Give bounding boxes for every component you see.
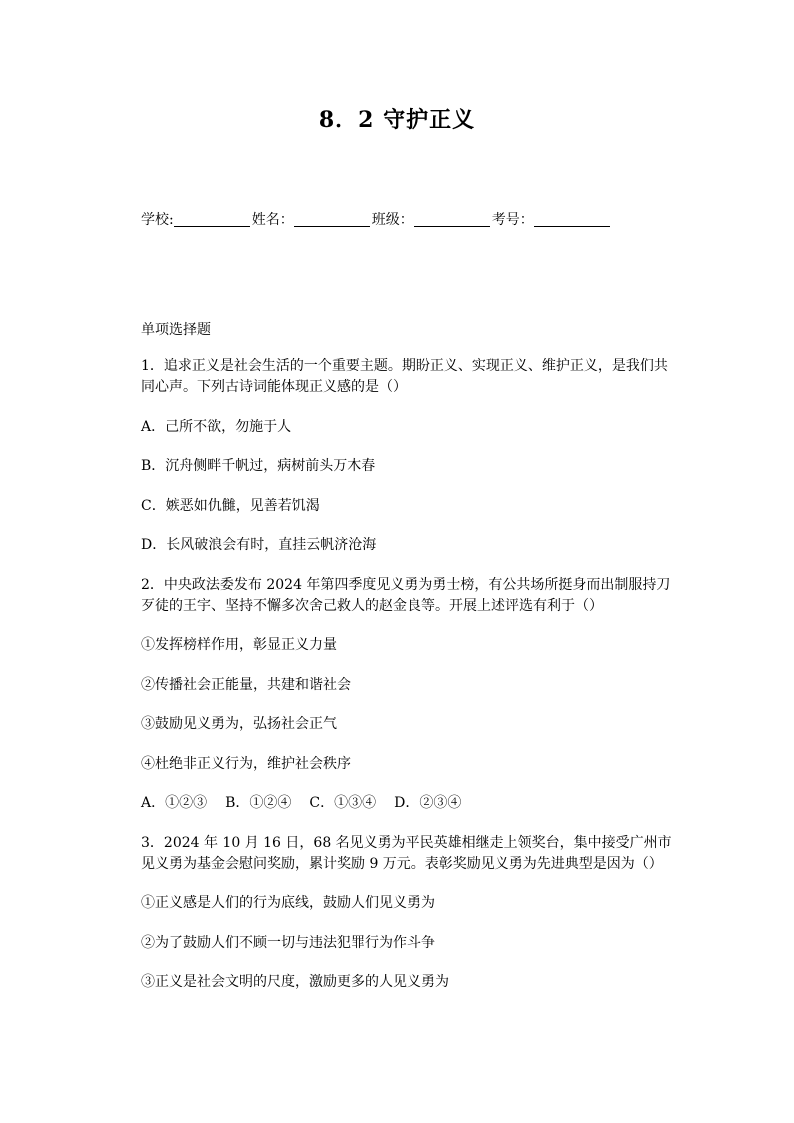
student-info-line: [141, 209, 612, 229]
question-2-answer-b: B．①②④: [225, 795, 292, 811]
question-2-stem: 2．中央政法委发布 2024 年第四季度见义勇为勇士榜，有公共场所挺身而出制服持刀歹徒的王宇、坚持不懈多次舍己救人的赵金良等。开展上述评选有利于（）: [141, 576, 671, 614]
question-2-statement-4: ④杜绝非正义行为，维护社会秩序: [141, 755, 351, 772]
school-label: 学校:: [141, 212, 174, 228]
exam-no-label: 考号：: [491, 212, 534, 228]
question-1-option-b: B．沉舟侧畔千帆过，病树前头万木春: [141, 458, 376, 474]
exam-no-blank: [534, 212, 610, 227]
question-3-stem: 3．2024 年 10 月 16 日，68 名见义勇为平民英雄相继走上领奖台，集中接受广州市见义勇为基金会慰问奖励，累计奖励 9 万元。表彰奖励见义勇为先进典型是因为（）: [141, 834, 672, 872]
question-2-answer-d: D．②③④: [394, 795, 462, 811]
section-heading: 单项选择题: [141, 322, 211, 338]
question-2-answer-a: A．①②③: [141, 795, 208, 811]
page-title: 8．2 守护正义: [318, 107, 476, 133]
question-list: [141, 356, 681, 1012]
question-1-option-a: A．己所不欲，勿施于人: [141, 418, 292, 435]
class-label: 班级：: [371, 212, 414, 228]
question-3-statement-3: ③正义是社会文明的尺度，激励更多的人见义勇为: [141, 974, 449, 990]
question-2-statement-2: ②传播社会正能量，共建和谐社会: [141, 676, 351, 693]
question-1-option-c: C．嫉恶如仇雠，见善若饥渴: [141, 497, 320, 514]
school-blank: [174, 212, 250, 227]
question-2-statement-3: ③鼓励见义勇为，弘扬社会正气: [141, 716, 337, 732]
question-3-statement-1: ①正义感是人们的行为底线，鼓励人们见义勇为: [141, 895, 435, 911]
name-blank: [294, 212, 370, 227]
class-blank: [414, 212, 490, 227]
name-label: 姓名：: [251, 212, 294, 228]
question-1-stem: 1．追求正义是社会生活的一个重要主题。期盼正义、实现正义、维护正义，是我们共同心声。下列古诗词能体现正义感的是（）: [141, 358, 668, 395]
question-2-answer-c: C．①③④: [309, 795, 377, 811]
question-3-statement-2: ②为了鼓励人们不顾一切与违法犯罪行为作斗争: [141, 934, 435, 951]
question-2-answers: [141, 793, 681, 814]
question-2-statement-1: ①发挥榜样作用，彰显正义力量: [141, 637, 337, 653]
question-1-option-d: D．长风破浪会有时，直挂云帆济沧海: [141, 537, 377, 553]
